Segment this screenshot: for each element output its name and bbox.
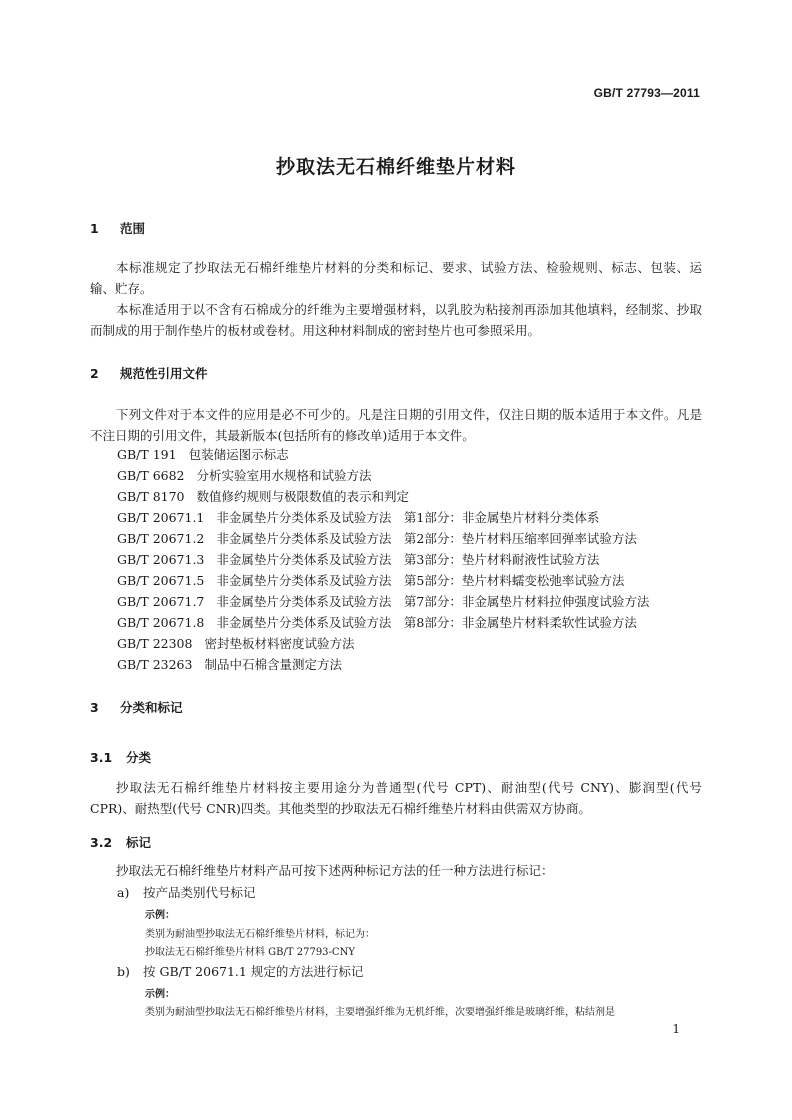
marking-intro: 抄取法无石棉纤维垫片材料产品可按下述两种标记方法的任一种方法进行标记： bbox=[116, 863, 554, 878]
section-title: 范围 bbox=[120, 221, 146, 236]
reference-title: 密封垫板材料密度试验方法 bbox=[204, 636, 355, 651]
reference-title: 非金属垫片分类体系及试验方法 第3部分：垫片材料耐液性试验方法 bbox=[216, 552, 600, 567]
example-heading: 示例： bbox=[145, 989, 175, 1000]
reference-item bbox=[117, 655, 342, 675]
page-title: 抄取法无石棉纤维垫片材料 bbox=[275, 156, 516, 178]
section-title: 分类 bbox=[126, 750, 152, 765]
reference-item bbox=[117, 592, 649, 612]
reference-code: GB/T 8170 bbox=[117, 489, 185, 504]
reference-item bbox=[117, 613, 637, 633]
section-number: 2 bbox=[90, 366, 99, 381]
reference-title: 非金属垫片分类体系及试验方法 第2部分：垫片材料压缩率回弹率试验方法 bbox=[216, 531, 637, 546]
section-2-heading bbox=[90, 364, 208, 382]
reference-item bbox=[117, 550, 599, 570]
list-item-b bbox=[117, 962, 363, 980]
section-title: 标记 bbox=[126, 835, 152, 850]
reference-title: 非金属垫片分类体系及试验方法 第1部分：非金属垫片材料分类体系 bbox=[216, 510, 600, 525]
reference-code: GB/T 6682 bbox=[117, 468, 185, 483]
reference-title: 非金属垫片分类体系及试验方法 第5部分：垫片材料蠕变松弛率试验方法 bbox=[216, 573, 625, 588]
reference-code: GB/T 20671.5 bbox=[117, 573, 205, 588]
scope-paragraph-1: 本标准规定了抄取法无石棉纤维垫片材料的分类和标记、要求、试验方法、检验规则、标志、包装、运输、贮存。 bbox=[90, 260, 702, 296]
section-title: 规范性引用文件 bbox=[120, 366, 208, 381]
reference-code: GB/T 20671.1 bbox=[117, 510, 205, 525]
reference-code: GB/T 23263 bbox=[117, 657, 193, 672]
reference-title: 分析实验室用水规格和试验方法 bbox=[196, 468, 372, 483]
section-number: 3 bbox=[90, 700, 99, 715]
section-3-1-heading bbox=[90, 748, 151, 766]
page-number: 1 bbox=[672, 1022, 680, 1036]
reference-item bbox=[117, 634, 354, 654]
section-3-heading bbox=[90, 698, 183, 716]
reference-item bbox=[117, 466, 372, 486]
reference-title: 制品中石棉含量测定方法 bbox=[204, 657, 342, 672]
list-label: a) bbox=[117, 885, 130, 900]
reference-item bbox=[117, 487, 409, 507]
example-line: 抄取法无石棉纤维垫片材料 GB/T 27793-CNY bbox=[145, 947, 355, 958]
reference-code: GB/T 20671.7 bbox=[117, 594, 205, 609]
section-number: 3.1 bbox=[90, 750, 113, 765]
example-line: 类别为耐油型抄取法无石棉纤维垫片材料，标记为： bbox=[145, 929, 375, 940]
reference-code: GB/T 22308 bbox=[117, 636, 193, 651]
reference-code: GB/T 191 bbox=[117, 447, 177, 462]
reference-code: GB/T 20671.2 bbox=[117, 531, 205, 546]
normative-references-intro: 下列文件对于本文件的应用是必不可少的。凡是注日期的引用文件，仅注日期的版本适用于本文件。凡是不注日期的引用文件，其最新版本(包括所有的修改单)适用于本文件。 bbox=[90, 407, 702, 443]
reference-title: 非金属垫片分类体系及试验方法 第8部分：非金属垫片材料柔软性试验方法 bbox=[216, 615, 637, 630]
list-label: b) bbox=[117, 964, 130, 979]
section-title: 分类和标记 bbox=[120, 700, 183, 715]
reference-item bbox=[117, 571, 624, 591]
reference-item bbox=[117, 445, 289, 465]
reference-title: 非金属垫片分类体系及试验方法 第7部分：非金属垫片材料拉伸强度试验方法 bbox=[216, 594, 650, 609]
reference-code: GB/T 20671.8 bbox=[117, 615, 205, 630]
reference-title: 包装储运图示标志 bbox=[188, 447, 289, 462]
list-text: 按产品类别代号标记 bbox=[143, 885, 256, 900]
example-heading: 示例： bbox=[145, 910, 175, 921]
reference-code: GB/T 20671.3 bbox=[117, 552, 205, 567]
reference-item bbox=[117, 529, 637, 549]
reference-title: 数值修约规则与极限数值的表示和判定 bbox=[196, 489, 410, 504]
classification-paragraph: 抄取法无石棉纤维垫片材料按主要用途分为普通型(代号 CPT)、耐油型(代号 CNY)、膨润型(代号 CPR)、耐热型(代号 CNR)四类。其他类型的抄取法无石棉纤维垫片材料由供需双方协商。 bbox=[90, 780, 702, 816]
section-1-heading bbox=[90, 219, 145, 237]
example-line: 类别为耐油型抄取法无石棉纤维垫片材料，主要增强纤维为无机纤维，次要增强纤维是玻璃纤维，粘结剂是 bbox=[145, 1007, 615, 1018]
document-id: GB/T 27793—2011 bbox=[593, 86, 700, 100]
reference-item bbox=[117, 508, 599, 528]
list-item-a bbox=[117, 883, 256, 901]
list-text: 按 GB/T 20671.1 规定的方法进行标记 bbox=[143, 964, 364, 979]
section-number: 1 bbox=[90, 221, 99, 236]
section-3-2-heading bbox=[90, 833, 151, 851]
scope-paragraph-2: 本标准适用于以不含有石棉成分的纤维为主要增强材料，以乳胶为粘接剂再添加其他填料，经制浆、抄取而制成的用于制作垫片的板材或卷材。用这种材料制成的密封垫片也可参照采用。 bbox=[90, 302, 702, 338]
section-number: 3.2 bbox=[90, 835, 113, 850]
